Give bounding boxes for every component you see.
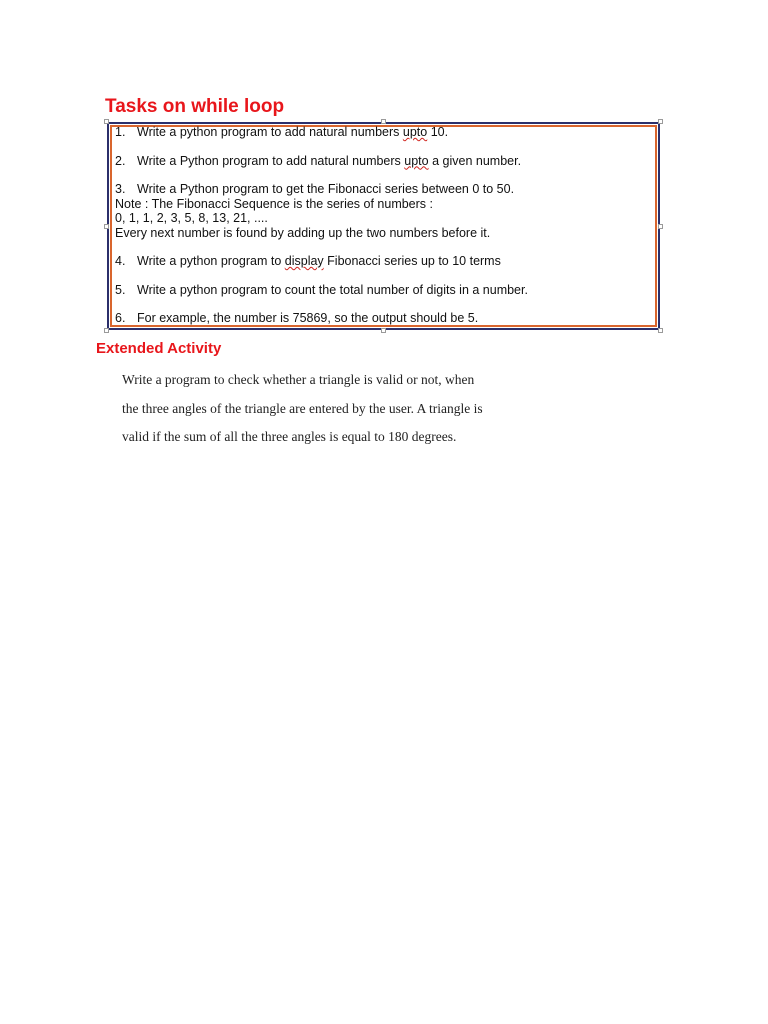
resize-handle-top-left[interactable] xyxy=(104,119,109,124)
task-item-3: 3. Write a Python program to get the Fibonacci series between 0 to 50. xyxy=(115,182,515,196)
task-number: 2. xyxy=(115,153,126,168)
task-item-1: 1. Write a python program to add natural numbers upto 10. xyxy=(115,125,449,139)
fibonacci-sequence: 0, 1, 1, 2, 3, 5, 8, 13, 21, .... xyxy=(115,211,268,225)
fibonacci-note: Note : The Fibonacci Sequence is the series of numbers : xyxy=(115,196,433,211)
extended-line-3: valid if the sum of all the three angles is equal to 180 degrees. xyxy=(122,429,457,444)
tasks-list xyxy=(115,125,655,326)
resize-handle-middle-left[interactable] xyxy=(104,224,109,229)
fibonacci-explanation: Every next number is found by adding up the two numbers before it. xyxy=(115,225,491,240)
resize-handle-top-center[interactable] xyxy=(381,119,386,124)
extended-activity-heading: Extended Activity xyxy=(96,340,222,357)
task-number: 5. xyxy=(115,282,126,297)
tasks-heading: Tasks on while loop xyxy=(105,96,285,117)
task-number: 3. xyxy=(115,182,126,196)
task-number: 1. xyxy=(115,125,126,139)
task-number: 4. xyxy=(115,254,126,268)
task-item-2: 2. Write a Python program to add natural numbers upto a given number. xyxy=(115,153,522,168)
spelling-flag: upto xyxy=(404,153,429,168)
spelling-flag: display xyxy=(284,254,324,268)
extended-line-1: Write a program to check whether a triangle is valid or not, when xyxy=(122,372,475,387)
task-item-6: 6. For example, the number is 75869, so the output should be 5. xyxy=(115,311,479,325)
task-item-5: 5. Write a python program to count the total number of digits in a number. xyxy=(115,282,528,297)
task-number: 6. xyxy=(115,311,126,325)
extended-activity-text xyxy=(122,366,483,452)
resize-handle-bottom-left[interactable] xyxy=(104,328,109,333)
resize-handle-bottom-right[interactable] xyxy=(658,328,663,333)
extended-line-2: the three angles of the triangle are entered by the user. A triangle is xyxy=(122,400,483,416)
resize-handle-middle-right[interactable] xyxy=(658,224,663,229)
spelling-flag: upto xyxy=(402,125,428,139)
resize-handle-bottom-center[interactable] xyxy=(381,328,386,333)
task-item-4: 4. Write a python program to display Fibonacci series up to 10 terms xyxy=(115,254,501,268)
resize-handle-top-right[interactable] xyxy=(658,119,663,124)
